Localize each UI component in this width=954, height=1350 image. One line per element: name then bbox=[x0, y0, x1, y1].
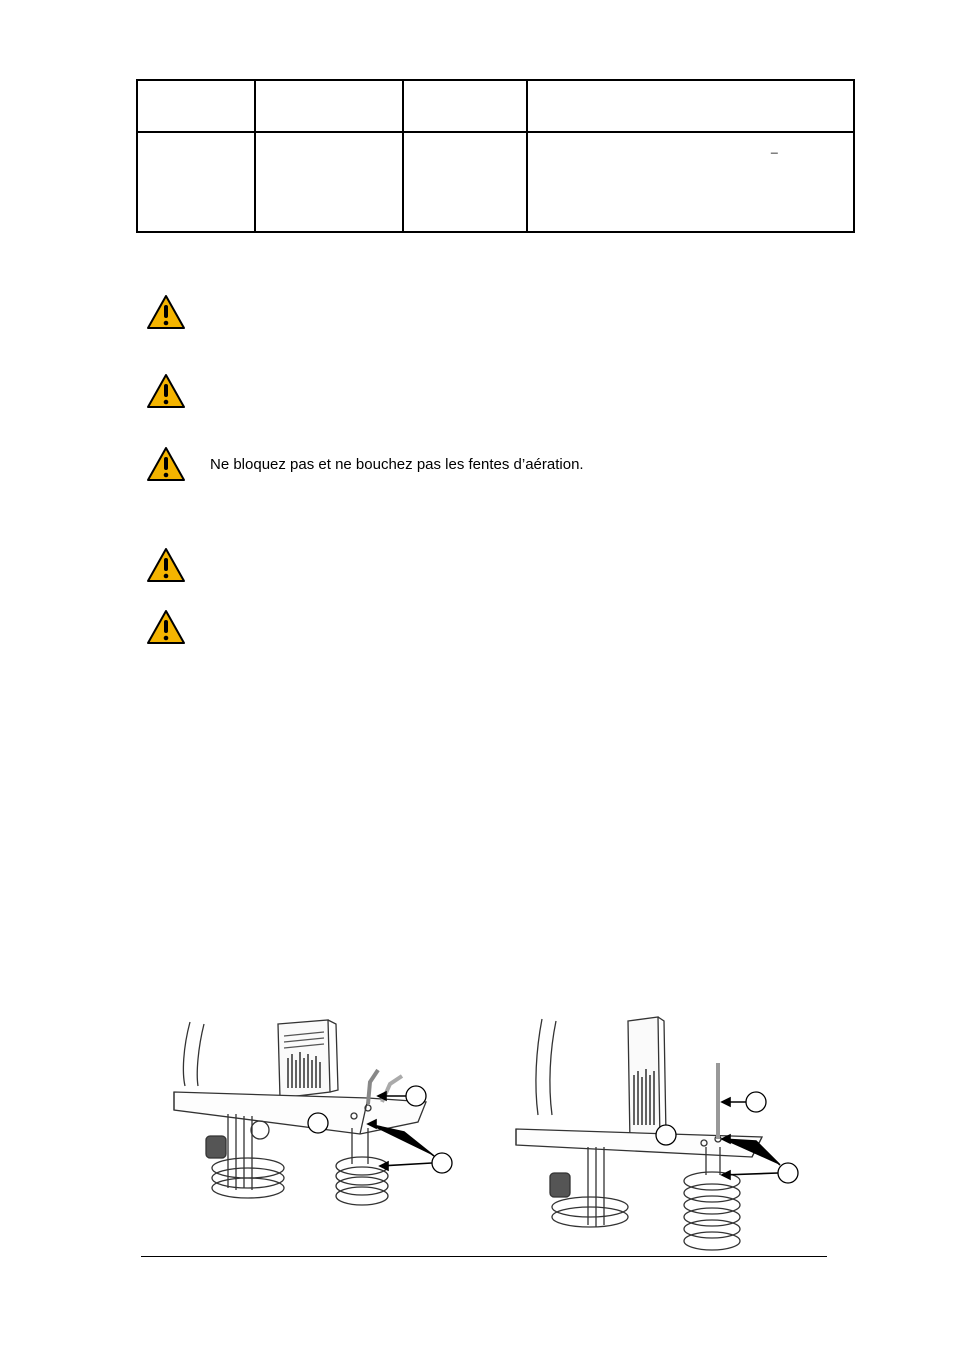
warning-triangle-icon bbox=[146, 373, 186, 409]
ventilation-warning-text: Ne bloquez pas et ne bouchez pas les fentes d’aération. bbox=[210, 456, 584, 473]
table-cell bbox=[527, 132, 854, 232]
table-header-cell bbox=[137, 80, 255, 132]
table-cell bbox=[137, 132, 255, 232]
table-cell bbox=[403, 132, 527, 232]
table-header-cell bbox=[403, 80, 527, 132]
warning-triangle-icon bbox=[146, 609, 186, 645]
spec-table bbox=[136, 79, 855, 233]
table-header-cell bbox=[255, 80, 403, 132]
footer-rule bbox=[141, 1256, 827, 1257]
circulator-coil-illustration-right bbox=[512, 1015, 802, 1260]
table-row bbox=[137, 132, 854, 232]
circulator-coil-illustration-left bbox=[168, 1018, 468, 1218]
table-header-row bbox=[137, 80, 854, 132]
warning-triangle-icon bbox=[146, 446, 186, 482]
warning-triangle-icon bbox=[146, 294, 186, 330]
warning-triangle-icon bbox=[146, 547, 186, 583]
table-cell bbox=[255, 132, 403, 232]
table-mark: _ bbox=[771, 140, 778, 154]
table-header-cell bbox=[527, 80, 854, 132]
